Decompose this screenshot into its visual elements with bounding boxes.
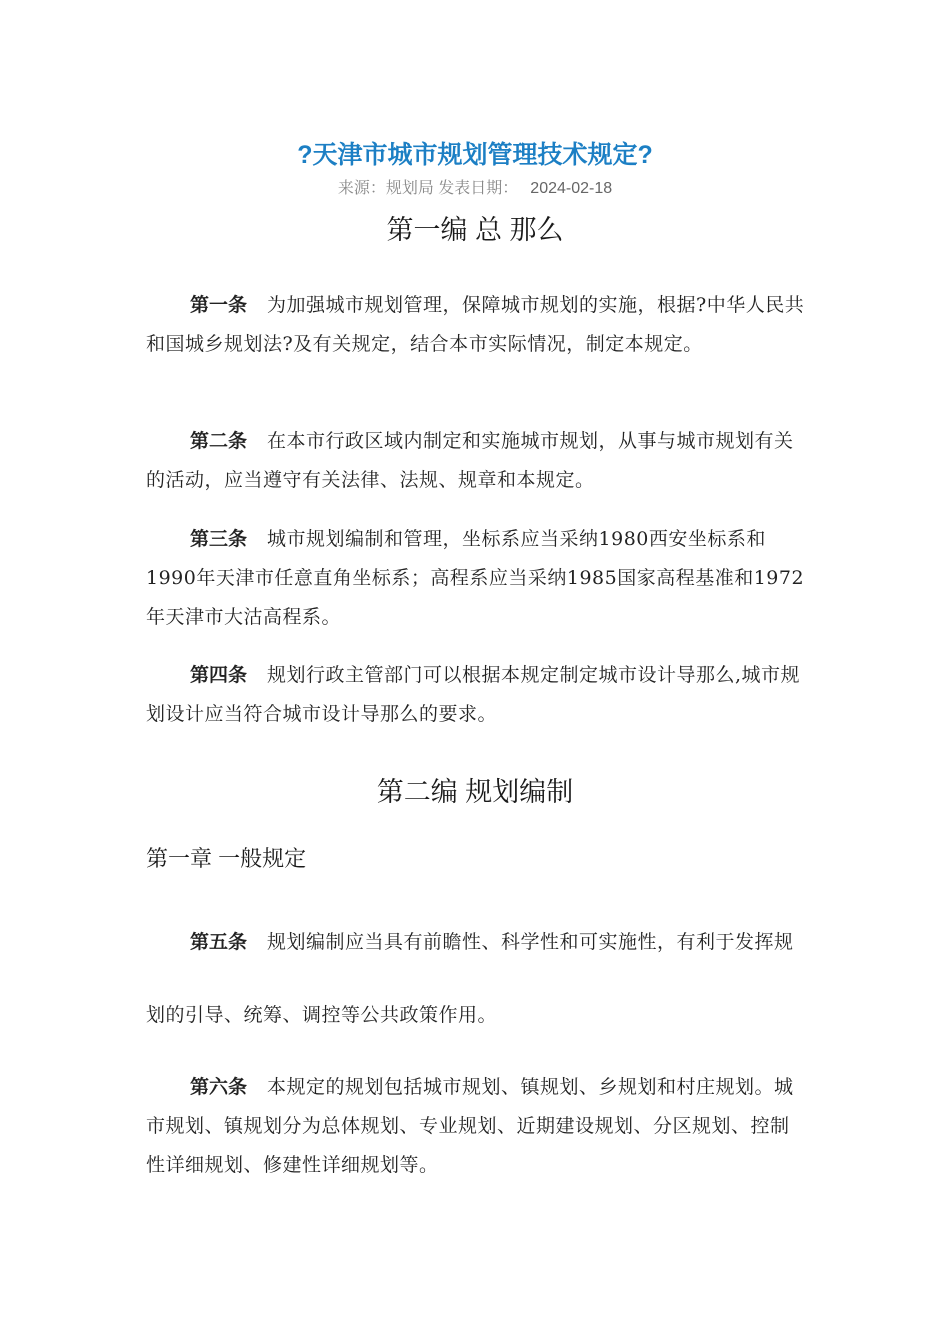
meta-source: 来源：规划局 发表日期：: [337, 180, 519, 197]
article-3: [146, 520, 806, 637]
article-3-text: 城市规划编制和管理，坐标系应当采纳1980西安坐标系和1990年天津市任意直角坐标系；高程系应当采纳1985国家高程基准和1972年天津市大沽高程系。: [146, 528, 805, 628]
article-5-text: 规划编制应当具有前瞻性、科学性和可实施性，有利于发挥规划的引导、统筹、调控等公共政策作用。: [146, 931, 794, 1026]
part1-heading: 第一编 总 那么: [386, 215, 564, 245]
article-2: [146, 422, 806, 500]
document-title: ?天津市城市规划管理技术规定?: [297, 141, 653, 169]
article-3-label: 第三条: [190, 529, 248, 550]
article-4-text: 规划行政主管部门可以根据本规定制定城市设计导那么,城市规划设计应当符合城市设计导那么的要求。: [146, 664, 801, 725]
article-6-label: 第六条: [190, 1077, 248, 1098]
article-2-text: 在本市行政区域内制定和实施城市规划，从事与城市规划有关的活动，应当遵守有关法律、法规、规章和本规定。: [146, 430, 794, 491]
article-4: [146, 656, 806, 734]
article-6-text: 本规定的规划包括城市规划、镇规划、乡规划和村庄规划。城市规划、镇规划分为总体规划、专业规划、近期建设规划、分区规划、控制性详细规划、修建性详细规划等。: [146, 1076, 794, 1176]
article-4-label: 第四条: [190, 665, 248, 686]
document-meta: [0, 175, 950, 198]
article-1: [146, 286, 806, 364]
article-5-label: 第五条: [190, 932, 248, 953]
article-2-label: 第二条: [190, 431, 248, 452]
chapter1-heading: 第一章 一般规定: [146, 846, 307, 871]
article-1-text: 为加强城市规划管理，保障城市规划的实施，根据?中华人民共和国城乡规划法?及有关规定，结合本市实际情况，制定本规定。: [146, 294, 805, 355]
part2-heading: 第二编 规划编制: [376, 777, 574, 807]
article-1-label: 第一条: [190, 295, 248, 316]
meta-date: 2024-02-18: [530, 180, 613, 197]
article-6: [146, 1068, 806, 1185]
article-5: [146, 906, 806, 1051]
